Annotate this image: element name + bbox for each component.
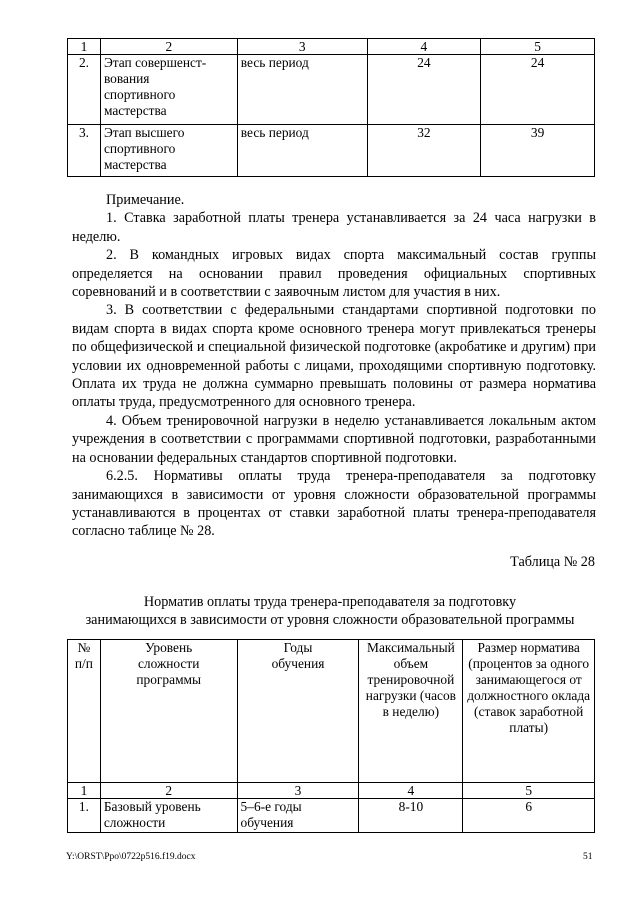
header-level: Уровень сложности программы [100,640,237,783]
page-number: 51 [583,852,593,862]
norm-table [67,639,595,833]
value-col4: 32 [367,125,481,177]
note-heading: Примечание. [106,192,185,208]
col-number: 5 [463,783,595,799]
table-title [60,593,600,629]
footer-file-path: Y:\ORST\Ppo\0722p516.f19.docx [66,852,196,862]
value-col5: 24 [481,55,595,125]
row-number: 2. [68,55,101,125]
note-item: 1. Ставка заработной платы тренера устанавливается за 24 часа нагрузки в неделю. [72,210,596,245]
clause-paragraph: 6.2.5. Нормативы оплаты труда тренера-преподавателя за подготовку занимающихся в зависимости от уровня сложности образовательной программы устанавливаются в процентах от ставки заработной платы тренера-преподавателя согласно таблице № 28. [72,468,596,540]
note-item: 2. В командных игровых видах спорта максимальный состав группы определяется на основании правил проведения официальных спортивных соревнований и в соответствии с заявочным листом для участия в них. [72,247,596,301]
stage-name: Этап высшего спортивного мастерства [100,125,237,177]
table-header [68,640,595,783]
max-load-value: 8-10 [359,799,463,833]
period: весь период [237,55,367,125]
note-section [72,191,596,541]
value-col4: 24 [367,55,481,125]
row-number: 3. [68,125,101,177]
header-years: Годы обучения [237,640,359,783]
value-col5: 39 [481,125,595,177]
continued-table [67,38,595,177]
years-value: 5–6-е годы обучения [237,799,359,833]
col-number: 1 [68,39,101,55]
table-title-line: занимающихся в зависимости от уровня сложности образовательной программы [85,612,575,628]
row-number: 1. [68,799,101,833]
col-number: 2 [100,39,237,55]
header-rate: Размер норматива (процентов за одного занимающегося от должностного оклада (ставок заработной платы) [463,640,595,783]
col-number: 5 [481,39,595,55]
col-number: 3 [237,39,367,55]
header-num: № п/п [68,640,101,783]
col-number: 4 [359,783,463,799]
table-header-numbers [68,783,595,799]
stage-name: Этап совершенст-вования спортивного мастерства [100,55,237,125]
col-number: 1 [68,783,101,799]
note-item: 4. Объем тренировочной нагрузки в неделю устанавливается локальным актом учреждения в соответствии с программами спортивной подготовки, разработанными на основании федеральных стандартов спортивной подготовки. [72,412,596,466]
table-row [68,125,595,177]
note-item: 3. В соответствии с федеральными стандартами спортивной подготовки по видам спорта в видах спорта кроме основного тренера могут привлекаться тренеры по общефизической и специальной физической подготовке (акробатике и другим) при условии их одновременной работы с лицами, проходящими спортивную подготовку. Оплата их труда не должна суммарно превышать половины от размера норматива оплаты труда, предусмотренного для основного тренера. [72,302,596,411]
table-header-numbers [68,39,595,55]
table-number: Таблица № 28 [510,554,595,570]
table-row [68,55,595,125]
col-number: 2 [100,783,237,799]
table-title-line: Норматив оплаты труда тренера-преподавателя за подготовку [143,594,517,610]
rate-value: 6 [463,799,595,833]
table-row [68,799,595,833]
col-number: 4 [367,39,481,55]
header-max-load: Максимальный объем тренировочной нагрузки (часов в неделю) [359,640,463,783]
col-number: 3 [237,783,359,799]
level-name: Базовый уровень сложности [100,799,237,833]
period: весь период [237,125,367,177]
